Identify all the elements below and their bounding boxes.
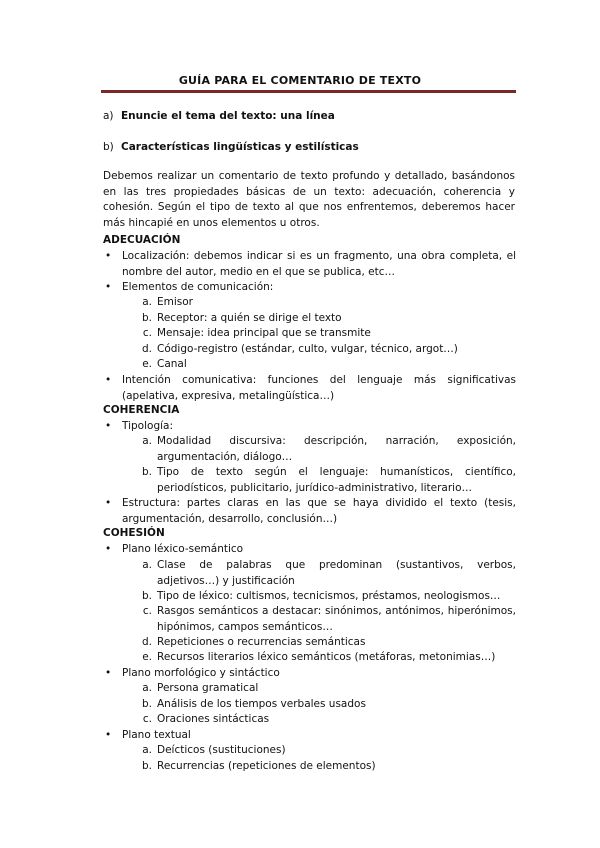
sub-letter: c.: [142, 713, 152, 725]
sub-letter: a.: [142, 559, 152, 571]
sub-text: Canal: [157, 358, 187, 370]
heading-cohesion: COHESIÓN: [103, 527, 165, 539]
bullet-text: Localización: debemos indicar si es un fragmento, una obra completa, el nombre del autor, medio en el que se publica, etc…: [122, 250, 516, 278]
sub-letter: c.: [142, 605, 152, 617]
bullet-dot: •: [105, 420, 112, 432]
document-title: GUÍA PARA EL COMENTARIO DE TEXTO: [178, 74, 422, 87]
sub-text: Receptor: a quién se dirige el texto: [157, 312, 342, 324]
sub-letter: d.: [141, 343, 152, 355]
sub-text: Oraciones sintácticas: [157, 713, 270, 725]
heading-coherencia: COHERENCIA: [103, 404, 180, 416]
bullet-text: Intención comunicativa: funciones del lenguaje más significativas (apelativa, expresiva, metalingüística…): [122, 374, 516, 402]
bullet-dot: •: [105, 374, 112, 386]
sub-text: Modalidad discursiva: descripción, narración, exposición, argumentación, diálogo…: [157, 435, 516, 463]
sub-text: Tipo de texto según el lenguaje: humanísticos, científico, periodísticos, publicitario, jurídico-administrativo, literario…: [157, 466, 516, 494]
sub-text: Análisis de los tiempos verbales usados: [157, 698, 366, 710]
sub-text: Recurrencias (repeticiones de elementos): [157, 760, 376, 772]
question-a-text: Enuncie el tema del texto: una línea: [121, 110, 335, 122]
question-b-label: b): [103, 141, 114, 153]
sub-text: Mensaje: idea principal que se transmite: [157, 327, 371, 339]
sub-letter: b.: [141, 312, 152, 324]
question-a-label: a): [103, 110, 114, 122]
sub-text: Deícticos (sustituciones): [157, 744, 286, 756]
sub-letter: c.: [142, 327, 152, 339]
sub-text: Tipo de léxico: cultismos, tecnicismos, préstamos, neologismos…: [157, 590, 501, 602]
sub-letter: b.: [141, 466, 152, 478]
sub-letter: a.: [142, 296, 152, 308]
sub-letter: b.: [141, 760, 152, 772]
bullet-text: Plano textual: [122, 729, 191, 741]
sub-letter: a.: [142, 682, 152, 694]
bullet-text: Tipología:: [122, 420, 173, 432]
question-a: [103, 110, 335, 122]
bullet-text: Plano morfológico y sintáctico: [122, 667, 280, 679]
sub-text: Código-registro (estándar, culto, vulgar, técnico, argot…): [157, 343, 458, 355]
sub-letter: a.: [142, 435, 152, 447]
bullet-text: Plano léxico-semántico: [122, 543, 244, 555]
title-underline: [101, 90, 516, 93]
sub-text: Recursos literarios léxico semánticos (metáforas, metonimias…): [157, 651, 496, 663]
sub-letter: b.: [141, 698, 152, 710]
sub-text: Rasgos semánticos a destacar: sinónimos, antónimos, hiperónimos, hipónimos, campos semánticos…: [157, 605, 516, 633]
question-b: [103, 141, 359, 153]
sub-text: Repeticiones o recurrencias semánticas: [157, 636, 366, 648]
sub-text: Emisor: [157, 296, 193, 308]
intro-paragraph: Debemos realizar un comentario de texto profundo y detallado, basándonos en las tres propiedades básicas de un texto: adecuación, coherencia y cohesión. Según el tipo de texto al que nos enfrentemos, deberemos hacer más hincapié en unos elementos u otros.: [103, 170, 515, 229]
bullet-dot: •: [105, 543, 112, 555]
sub-letter: a.: [142, 744, 152, 756]
sub-letter: e.: [142, 358, 152, 370]
sub-text: Persona gramatical: [157, 682, 259, 694]
heading-adecuacion: ADECUACIÓN: [103, 234, 181, 246]
sub-letter: e.: [142, 651, 152, 663]
sub-letter: d.: [141, 636, 152, 648]
bullet-text: Estructura: partes claras en las que se haya dividido el texto (tesis, argumentación, desarrollo, conclusión…): [122, 497, 516, 525]
sub-letter: b.: [141, 590, 152, 602]
bullet-dot: •: [105, 729, 112, 741]
bullet-text: Elementos de comunicación:: [122, 281, 274, 293]
bullet-dot: •: [105, 497, 112, 509]
question-b-text: Características lingüísticas y estilísticas: [121, 141, 359, 153]
bullet-dot: •: [105, 667, 112, 679]
bullet-dot: •: [105, 250, 112, 262]
sub-text: Clase de palabras que predominan (sustantivos, verbos, adjetivos…) y justificación: [157, 559, 516, 587]
bullet-dot: •: [105, 281, 112, 293]
